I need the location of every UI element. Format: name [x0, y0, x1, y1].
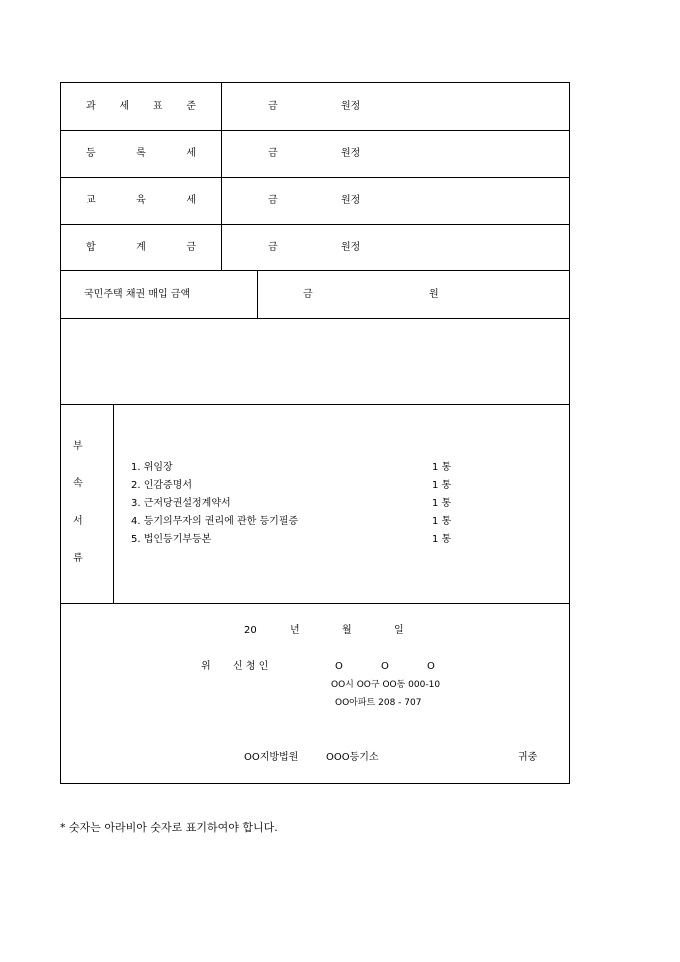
applicant-name-char: O	[427, 661, 435, 672]
signature-block	[61, 604, 569, 784]
attachment-item: 1. 위임장	[131, 462, 173, 473]
attachments-label-char: 부	[73, 441, 83, 452]
attachment-item: 3. 근저당권설정계약서	[131, 498, 231, 509]
address-line-2: OO아파트 208 - 707	[335, 698, 422, 708]
date-day-unit: 일	[394, 625, 404, 636]
tax-label-standard: 과 세 표 준	[86, 101, 196, 112]
tax-label-total: 합 계 금	[86, 242, 196, 253]
amount-suffix: 원정	[341, 148, 361, 159]
bond-suffix: 원	[429, 289, 439, 300]
applicant-name-char: O	[381, 661, 389, 672]
amount-prefix: 금	[268, 101, 278, 112]
tax-row-standard	[61, 83, 569, 131]
amount-prefix: 금	[268, 242, 278, 253]
bond-prefix: 금	[303, 289, 313, 300]
date-month-unit: 월	[342, 625, 352, 636]
attachment-qty: 1 통	[432, 516, 452, 527]
attachments-label-char: 류	[73, 553, 83, 564]
date-year-unit: 년	[290, 625, 300, 636]
address-line-1: OO시 OO구 OO동 000-10	[331, 680, 441, 690]
tax-row-education	[61, 178, 569, 225]
registry-name: OOO등기소	[326, 752, 379, 763]
amount-suffix: 원정	[341, 101, 361, 112]
attachment-qty: 1 통	[432, 498, 452, 509]
applicant-label: 신 청 인	[233, 661, 269, 672]
applicant-prefix: 위	[201, 661, 211, 672]
amount-suffix: 원정	[341, 242, 361, 253]
applicant-name-char: O	[335, 661, 343, 672]
date-year: 20	[244, 625, 257, 636]
attachment-qty: 1 통	[432, 462, 452, 473]
blank-row	[61, 319, 569, 405]
attachment-qty: 1 통	[432, 534, 452, 545]
registration-form	[60, 82, 570, 784]
addressee: 귀중	[518, 752, 538, 763]
bond-row	[61, 271, 569, 319]
attachments-label-char: 서	[73, 516, 83, 527]
tax-label-education: 교 육 세	[86, 195, 196, 206]
tax-row-registration	[61, 131, 569, 178]
attachment-item: 2. 인감증명서	[131, 480, 193, 491]
attachments-label-char: 속	[73, 478, 83, 489]
attachments-row	[61, 405, 569, 604]
footnote: * 숫자는 아라비아 숫자로 표기하여야 합니다.	[60, 821, 278, 834]
tax-label-registration: 등 록 세	[86, 148, 196, 159]
attachment-item: 4. 등기의무자의 권리에 관한 등기필증	[131, 516, 299, 527]
attachment-item: 5. 법인등기부등본	[131, 534, 212, 545]
court-name: OO지방법원	[244, 752, 299, 763]
amount-suffix: 원정	[341, 195, 361, 206]
bond-label: 국민주택 채권 매입 금액	[84, 289, 191, 300]
amount-prefix: 금	[268, 148, 278, 159]
amount-prefix: 금	[268, 195, 278, 206]
attachment-qty: 1 통	[432, 480, 452, 491]
tax-row-total	[61, 225, 569, 271]
